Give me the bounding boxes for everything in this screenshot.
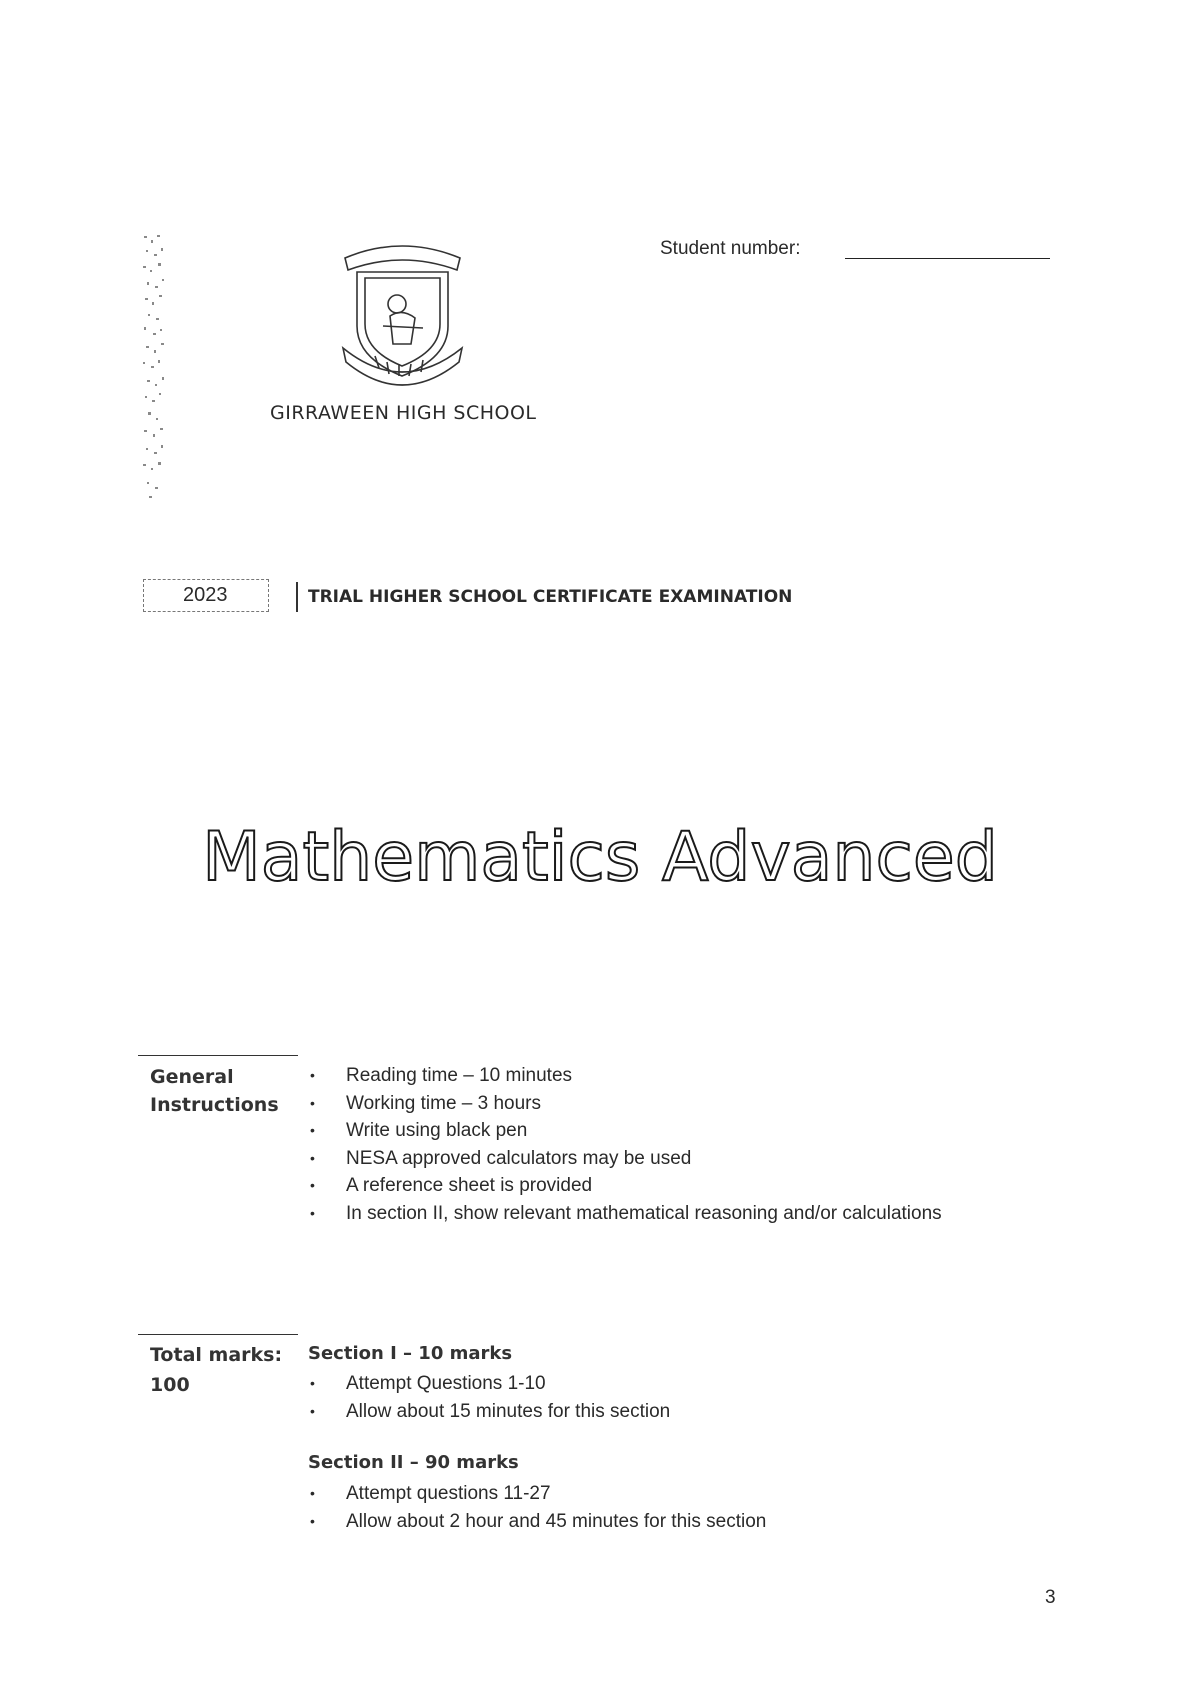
divider [138, 1055, 298, 1056]
label-line: Total marks: [150, 1344, 283, 1366]
exam-type: TRIAL HIGHER SCHOOL CERTIFICATE EXAMINATION [308, 587, 793, 607]
general-instructions-list [308, 1062, 942, 1227]
list-item: • Allow about 15 minutes for this section [308, 1398, 670, 1426]
student-number-field[interactable] [845, 258, 1050, 259]
list-item: • Allow about 2 hour and 45 minutes for this section [308, 1508, 766, 1536]
label-line: Instructions [150, 1094, 279, 1116]
list-item: • In section II, show relevant mathematical reasoning and/or calculations [308, 1200, 942, 1228]
student-number-label: Student number: [660, 238, 801, 259]
subject-title: Mathematics Advanced [202, 818, 998, 897]
label-line: General [150, 1066, 234, 1088]
exam-year: 2023 [183, 584, 228, 606]
scan-margin-strip [142, 232, 168, 502]
section-1-list [308, 1370, 670, 1425]
list-item: • Working time – 3 hours [308, 1090, 942, 1118]
list-item: • Write using black pen [308, 1117, 942, 1145]
page-number: 3 [1045, 1587, 1056, 1608]
scan-noise-graphic [142, 232, 168, 502]
section-2-heading: Section II – 90 marks [308, 1452, 519, 1473]
school-crest-logo [335, 236, 470, 396]
list-item: • Attempt questions 11-27 [308, 1480, 766, 1508]
divider [296, 582, 298, 612]
crest-icon [335, 236, 470, 396]
list-item: • Attempt Questions 1-10 [308, 1370, 670, 1398]
section-1-heading: Section I – 10 marks [308, 1343, 513, 1364]
list-item: • NESA approved calculators may be used [308, 1145, 942, 1173]
list-item: • A reference sheet is provided [308, 1172, 942, 1200]
total-marks-value: 100 [150, 1374, 190, 1396]
general-instructions-label [150, 1063, 290, 1119]
divider [138, 1334, 298, 1335]
total-marks-label [150, 1340, 282, 1400]
list-item: • Reading time – 10 minutes [308, 1062, 942, 1090]
school-name: GIRRAWEEN HIGH SCHOOL [270, 402, 537, 424]
section-2-list [308, 1480, 766, 1535]
